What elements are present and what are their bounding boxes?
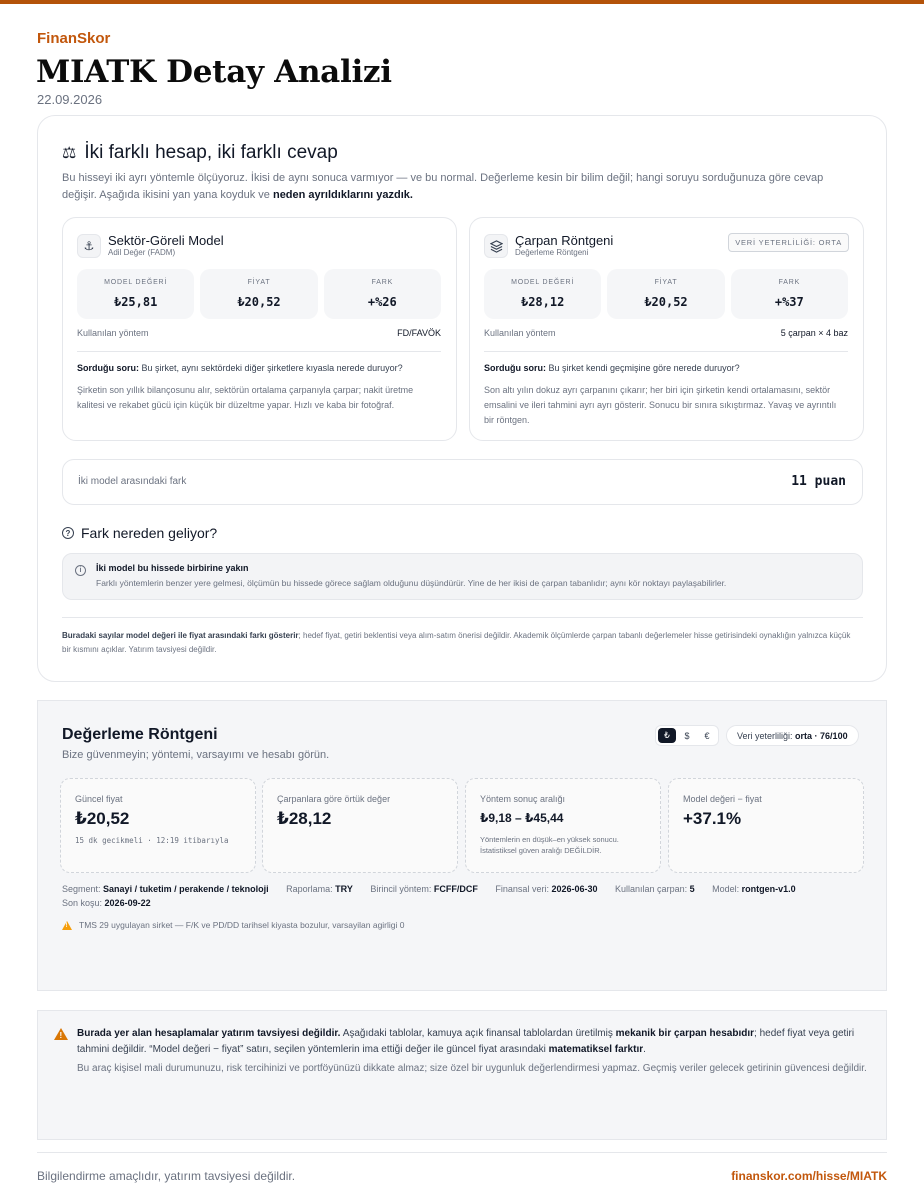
stat-price xyxy=(200,269,317,319)
warning-text: TMS 29 uygulayan sirket — F/K ve PD/DD tarihsel kiyasta bozulur, varsayilan agirligi 0 xyxy=(79,920,405,930)
disclaimer-text: . xyxy=(643,1044,646,1055)
stat-model-value xyxy=(484,269,601,319)
meta-value: 5 xyxy=(689,884,695,894)
footer-url-link[interactable]: finanskor.com/hisse/MIATK xyxy=(731,1169,887,1183)
disclaimer-bold: matematiksel farktır xyxy=(548,1044,644,1055)
adequacy-value: orta · 76/100 xyxy=(795,730,848,741)
tile-note-line: İstatistiksel güven aralığı DEĞİLDİR. xyxy=(480,846,602,855)
model-stats xyxy=(77,269,441,319)
tile-method-range xyxy=(465,778,661,873)
stat-value: +%26 xyxy=(367,295,397,309)
stat-label: FİYAT xyxy=(247,279,271,286)
meta-label: Model: xyxy=(712,884,740,894)
divider xyxy=(77,351,441,352)
comparison-description xyxy=(62,170,852,204)
tile-label: Güncel fiyat xyxy=(75,794,123,804)
stat-value: ₺20,52 xyxy=(644,295,688,309)
tile-value: ₺20,52 xyxy=(75,809,130,828)
meta-value: 2026-06-30 xyxy=(551,884,598,894)
top-accent-bar xyxy=(0,0,924,4)
divider xyxy=(62,617,863,618)
data-adequacy-pill xyxy=(726,725,859,746)
method-label: Kullanılan yöntem xyxy=(77,328,149,338)
tile-note-line: Yöntemlerin en düşük–en yüksek sonucu. xyxy=(480,835,619,844)
data-adequacy-badge: VERİ YETERLİLİĞİ: ORTA xyxy=(728,233,849,252)
disclaimer-text: Aşağıdaki tablolar, kamuya açık finansal tablolardan üretilmiş xyxy=(340,1028,616,1039)
model-method-row xyxy=(484,328,848,338)
model-description: Son altı yılın dokuz ayrı çarpanını çıkarır; her biri için şirketin kendi ortalamasını, sektör emsalini ve ileri tahmini ayrı ayrı gösterir. Sonucu bir sınıra sıkıştırmaz. Yavaş ve ayrıntılı bir röntgen. xyxy=(484,385,837,425)
page-title: MIATK Detay Analizi xyxy=(36,54,392,90)
tile-value: +37.1% xyxy=(683,809,742,828)
why-heading xyxy=(62,525,217,541)
meta-label: Son koşu: xyxy=(62,898,103,908)
tile-value: ₺9,18 – ₺45,44 xyxy=(480,811,564,825)
scale-icon: ⚖ xyxy=(62,145,77,162)
stat-price xyxy=(607,269,724,319)
model-subtitle: Adil Değer (FADM) xyxy=(108,248,176,257)
model-question xyxy=(77,363,441,373)
tile-value-minus-price xyxy=(668,778,864,873)
question-label: Sorduğu soru: xyxy=(484,363,546,373)
tile-label: Model değeri − fiyat xyxy=(683,794,762,804)
layers-icon xyxy=(484,234,508,258)
tile-implied-value xyxy=(262,778,458,873)
adequacy-label: Veri yeterliliği: xyxy=(737,730,793,741)
meta-value: Sanayi / tuketim / perakende / teknoloji xyxy=(103,884,269,894)
comparison-card xyxy=(37,115,887,682)
question-text: Bu şirket, aynı sektördeki diğer şirketlere kıyasla nerede duruyor? xyxy=(141,363,403,373)
meta-segment xyxy=(62,884,269,894)
model-question xyxy=(484,363,848,373)
disclaimer-paragraph-1 xyxy=(77,1026,867,1058)
model-name: Sektör-Göreli Model xyxy=(108,233,224,248)
meta-label: Kullanılan çarpan: xyxy=(615,884,688,894)
meta-label: Birincil yöntem: xyxy=(370,884,432,894)
tile-label: Yöntem sonuç aralığı xyxy=(480,794,566,804)
stat-model-value xyxy=(77,269,194,319)
difference-label: İki model arasındaki fark xyxy=(78,476,187,487)
info-notice xyxy=(62,553,863,600)
info-icon: i xyxy=(75,565,86,576)
disclaimer-bold: Burada yer alan hesaplamalar yatırım tavsiyesi değildir. xyxy=(77,1028,341,1039)
tile-note xyxy=(480,834,619,856)
stat-label: MODEL DEĞERİ xyxy=(104,279,168,286)
currency-toggle xyxy=(655,725,719,746)
meta-financial-data xyxy=(495,884,597,894)
stat-difference xyxy=(731,269,848,319)
model-card-multiplier xyxy=(469,217,864,441)
comparison-description-text: Bu hisseyi iki ayrı yöntemle ölçüyoruz. İkisi de aynı sonuca varmıyor — ve bu normal. Değerleme kesin bir bilim değil; hangi soruyu sorduğunuza göre cevap değişir. Aşağıda ikisini yan yana koyduk ve xyxy=(62,172,824,201)
xray-subtitle: Bize güvenmeyin; yöntemi, varsayımı ve hesabı görün. xyxy=(62,749,330,761)
stat-value: +%37 xyxy=(774,295,804,309)
tms29-warning xyxy=(62,920,405,930)
model-difference-box xyxy=(62,459,863,505)
valuation-xray-card xyxy=(37,700,887,991)
model-card-sector xyxy=(62,217,457,441)
tile-value: ₺28,12 xyxy=(277,809,332,828)
meta-last-run xyxy=(62,898,151,908)
comparison-title xyxy=(62,142,338,164)
stat-difference xyxy=(324,269,441,319)
disclaimer-card xyxy=(37,1010,887,1140)
warning-icon xyxy=(62,921,72,930)
meta-value: rontgen-v1.0 xyxy=(741,884,796,894)
anchor-icon: ⚓ xyxy=(77,234,101,258)
comparison-title-text: İki farklı hesap, iki farklı cevap xyxy=(84,142,338,163)
meta-value: 2026-09-22 xyxy=(104,898,151,908)
stat-value: ₺20,52 xyxy=(237,295,281,309)
brand-logo[interactable]: FinanSkor xyxy=(37,30,111,47)
xray-metadata xyxy=(62,882,862,910)
meta-value: FCFF/DCF xyxy=(433,884,478,894)
meta-reporting xyxy=(286,884,353,894)
meta-label: Segment: xyxy=(62,884,101,894)
comparison-footnote xyxy=(62,629,857,657)
method-value: FD/FAVÖK xyxy=(397,328,441,338)
model-subtitle: Değerleme Röntgeni xyxy=(515,248,589,257)
question-label: Sorduğu soru: xyxy=(77,363,139,373)
page-date: 22.09.2026 xyxy=(37,92,103,107)
comparison-description-bold: neden ayrıldıklarını yazdık. xyxy=(272,189,413,201)
xray-title: Değerleme Röntgeni xyxy=(62,726,218,743)
model-method-row xyxy=(77,328,441,338)
meta-value: TRY xyxy=(335,884,353,894)
warning-icon xyxy=(54,1028,68,1040)
disclaimer-paragraph-2: Bu araç kişisel mali durumunuzu, risk tercihinizi ve portföyünüzü dikkate almaz; size özel bir uygunluk değerlendirmesi yapmaz. Geçmiş veriler gelecek getirinin güvencesi değildir. xyxy=(77,1063,867,1074)
divider xyxy=(484,351,848,352)
meta-label: Raporlama: xyxy=(286,884,333,894)
method-value: 5 çarpan × 4 baz xyxy=(780,328,848,338)
footnote-text: ; hedef fiyat, getiri beklentisi veya alım-satım önerisi değildir. Akademik ölçümlerde çarpan tabanlı değerlemeler hisse getirisindeki oynaklığın yalnızca küçük bir kısmını açıklar. Yatırım tavsiyesi değildir. xyxy=(62,631,851,654)
notice-title: İki model bu hissede birbirine yakın xyxy=(96,563,249,573)
currency-try-button[interactable]: ₺ xyxy=(658,728,676,743)
stat-value: ₺25,81 xyxy=(113,295,158,309)
stat-label: FARK xyxy=(371,279,394,286)
difference-value: 11 puan xyxy=(791,474,846,489)
disclaimer-text: ; hedef fiyat veya getiri tahmini değildir. “Model değeri − fiyat” satırı, seçilen yöntemlerin ima ettiği değer ile güncel fiyat arasındaki xyxy=(77,1028,855,1055)
question-text: Bu şirket kendi geçmişine göre nerede duruyor? xyxy=(548,363,740,373)
why-heading-text: Fark nereden geliyor? xyxy=(81,525,218,541)
model-stats xyxy=(484,269,848,319)
disclaimer-bold: mekanik bir çarpan hesabıdır xyxy=(615,1028,755,1039)
stat-value: ₺28,12 xyxy=(520,295,565,309)
stat-label: MODEL DEĞERİ xyxy=(511,279,575,286)
model-name: Çarpan Röntgeni xyxy=(515,233,614,248)
meta-label: Finansal veri: xyxy=(495,884,549,894)
footer-divider xyxy=(37,1152,887,1153)
stat-label: FİYAT xyxy=(654,279,678,286)
model-description: Şirketin son yıllık bilançosunu alır, sektörün ortalama çarpanıyla çarpar; nakit üretme kalitesi ve rekabet gücü için küçük bir düzeltme yapar. Hızlı ve kaba bir fotoğraf. xyxy=(77,385,414,410)
tile-label: Çarpanlara göre örtük değer xyxy=(277,794,391,804)
meta-multiplier-count xyxy=(615,884,695,894)
notice-text: Farklı yöntemlerin benzer yere gelmesi, ölçümün bu hissede görece sağlam olduğunu düşündürür. Yine de her ikisi de çarpan tabanlıdır; aynı kör noktayı paylaşabilirler. xyxy=(96,578,727,588)
tile-current-price xyxy=(60,778,256,873)
tile-note: 15 dk gecikmeli · 12:19 itibarıyla xyxy=(75,836,229,845)
question-circle-icon: ? xyxy=(62,527,74,539)
stat-label: FARK xyxy=(778,279,801,286)
method-label: Kullanılan yöntem xyxy=(484,328,556,338)
footer-disclaimer: Bilgilendirme amaçlıdır, yatırım tavsiyesi değildir. xyxy=(37,1169,296,1183)
currency-eur-button[interactable]: € xyxy=(704,730,710,741)
footnote-bold: Buradaki sayılar model değeri ile fiyat arasındaki farkı gösterir xyxy=(62,631,299,640)
meta-model xyxy=(712,884,796,894)
currency-usd-button[interactable]: $ xyxy=(684,730,690,741)
meta-primary-method xyxy=(370,884,478,894)
